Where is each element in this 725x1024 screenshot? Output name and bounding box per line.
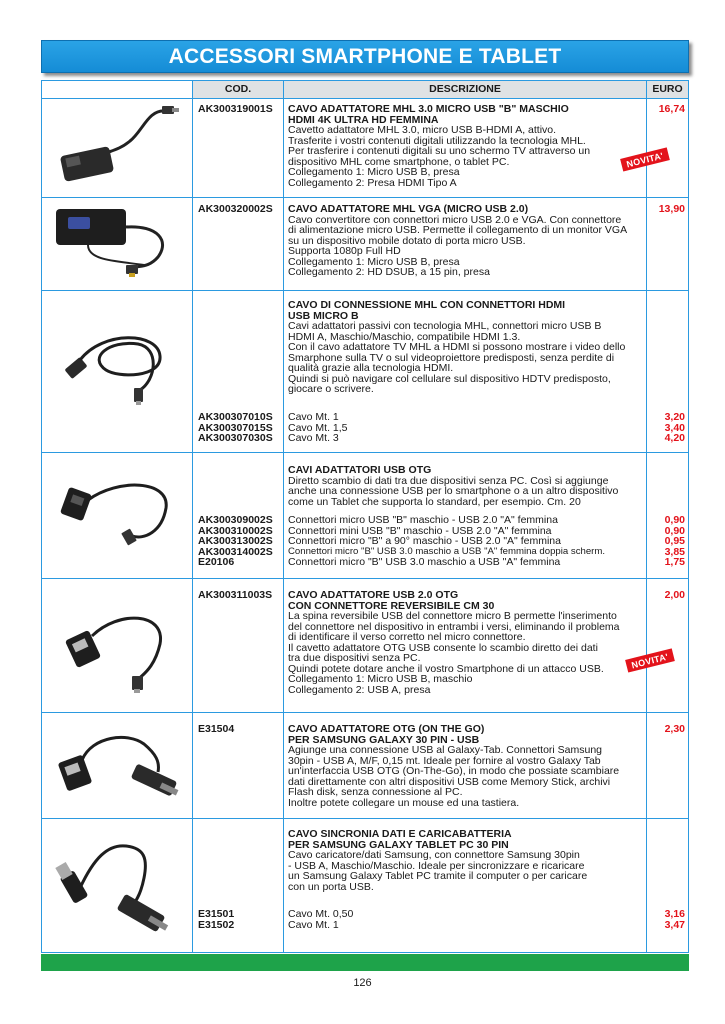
product-title: CAVO DI CONNESSIONE MHL CON CONNETTORI HDMI — [288, 299, 566, 311]
product-price: 0,90 — [664, 514, 685, 526]
product-price-list — [645, 515, 685, 568]
product-text: Diretto scambio di dati tra due dispositivi senza PC. Così si aggiunge — [288, 474, 609, 487]
row-divider — [41, 98, 689, 99]
footer-bar — [41, 954, 689, 971]
product-code-list — [198, 412, 286, 444]
page-number: 126 — [353, 977, 372, 989]
product-code: E31502 — [198, 918, 235, 931]
product-title: CAVO ADATTATORE OTG (ON THE GO) — [288, 723, 485, 735]
product-description — [288, 465, 643, 507]
product-code-list — [198, 909, 286, 930]
product-price: 2,00 — [664, 589, 685, 601]
new-badge: NOVITA' — [620, 147, 669, 171]
product-code: AK300309002S — [198, 514, 273, 526]
row-divider — [41, 197, 689, 198]
product-code: AK300307015S — [198, 421, 273, 434]
product-text: Flash disk, senza connessione al PC. — [288, 786, 463, 798]
product-price: 3,85 — [664, 545, 685, 558]
product-text: Per trasferire i contenuti digitali su uno schermo TV attraverso un — [288, 145, 591, 157]
product-code: AK300307010S — [198, 411, 273, 423]
product-text: Cavi adattatori passivi con tecnologia MHL, connettori micro USB B — [288, 320, 602, 332]
product-image-mhl-hdmi-adapter — [48, 103, 184, 191]
product-description — [288, 204, 643, 278]
product-price: 1,75 — [664, 556, 685, 568]
product-text: Cavo convertitore con connettori micro USB 2.0 e VGA. Con connettore — [288, 213, 622, 226]
header-price: EURO — [647, 81, 688, 98]
product-price: 16,74 — [658, 103, 685, 115]
product-variants — [288, 412, 643, 444]
product-text: Inoltre potete collegare un mouse ed una tastiera. — [288, 796, 520, 809]
variant-label: Connettori mini USB "B" maschio - USB 2.0 "A" femmina — [288, 524, 552, 537]
product-code: AK300307030S — [198, 432, 273, 444]
product-image-mhl-hdmi-cable — [48, 300, 184, 444]
variant-label: Cavo Mt. 0,50 — [288, 908, 354, 920]
product-text: Trasferite i vostri contenuti digitali utilizzando la tecnologia MHL. — [288, 134, 586, 147]
product-code: AK300310002S — [198, 524, 273, 537]
product-title: CAVO ADATTATORE MHL 3.0 MICRO USB "B" MASCHIO — [288, 103, 569, 115]
product-price: 3,47 — [664, 918, 685, 931]
product-text: di alimentazione micro USB. Permette il collegamento di un monitor VGA — [288, 224, 628, 236]
variant-label: Connettori micro "B" a 90° maschio - USB 2.0 "A" femmina — [288, 535, 561, 547]
product-title: CAVO ADATTATORE USB 2.0 OTG — [288, 589, 459, 601]
product-description — [288, 300, 643, 395]
row-divider — [41, 290, 689, 291]
row-divider — [41, 712, 689, 713]
product-title: CAVI ADATTATORI USB OTG — [288, 464, 432, 476]
product-price-list — [645, 909, 685, 930]
product-text: Quindi si può navigare col cellulare sul dispositivo HDTV predisposto, — [288, 372, 611, 385]
product-image-usb-otg-cables — [48, 460, 184, 572]
product-text: un Samsung Galaxy Tablet PC tramite il computer o per caricare — [288, 870, 588, 882]
product-image-mhl-vga-adapter — [48, 201, 184, 285]
product-text: tra due dispositivi senza PC. — [288, 652, 421, 664]
product-text: Quindi potete dotare anche il vostro Smartphone di un attacco USB. — [288, 662, 604, 675]
row-divider — [41, 452, 689, 453]
product-text: La spina reversibile USB del connettore micro B permette l'inserimento — [288, 610, 617, 622]
product-price: 3,16 — [664, 908, 685, 920]
product-text: dati direttamente con altri dispositivi USB come Memory Stick, archivi — [288, 775, 611, 788]
row-divider — [41, 818, 689, 819]
page-title: ACCESSORI SMARTPHONE E TABLET — [41, 40, 689, 73]
product-code: AK300313002S — [198, 535, 273, 547]
new-badge: NOVITA' — [625, 648, 674, 672]
product-code: E31501 — [198, 908, 235, 920]
product-text: Con il cavo adattatore TV MHL a HDMI si possono mostrare i video dello — [288, 341, 626, 353]
product-text: Collegamento 1: Micro USB B, maschio — [288, 673, 473, 685]
product-title: CAVO ADATTATORE MHL VGA (MICRO USB 2.0) — [288, 203, 529, 215]
variant-label: Cavo Mt. 1 — [288, 411, 339, 423]
product-text: HDMI A, Maschio/Maschio, compatibile HDMI 1.3. — [288, 330, 521, 343]
product-code: E31504 — [198, 723, 235, 735]
product-title: PER SAMSUNG GALAXY 30 PIN - USB — [288, 733, 480, 746]
product-text: Collegamento 2: HD DSUB, a 15 pin, presa — [288, 266, 490, 278]
header-description: DESCRIZIONE — [284, 81, 646, 98]
product-image-samsung-otg-adapter — [48, 718, 184, 812]
product-text: Collegamento 2: USB A, presa — [288, 683, 431, 696]
product-text: - USB A, Maschio/Maschio. Ideale per sincronizzare e ricaricare — [288, 859, 585, 872]
product-text: su un dispositivo mobile dotato di porta micro USB. — [288, 234, 526, 247]
product-price: 3,40 — [664, 421, 685, 434]
product-text: come un Tablet che supporta lo standard, per esempio. Cm. 20 — [288, 495, 581, 508]
product-title: HDMI 4K ULTRA HD FEMMINA — [288, 113, 439, 126]
product-title: PER SAMSUNG GALAXY TABLET PC 30 PIN — [288, 838, 509, 851]
product-text: Collegamento 1: Micro USB B, presa — [288, 255, 460, 268]
product-text: anche una connessione USB per lo smartphone o a un altro dispositivo — [288, 485, 619, 497]
product-code: AK300320002S — [198, 203, 273, 215]
product-description — [288, 590, 643, 695]
product-code-list — [198, 515, 286, 568]
variant-label: Connettori micro "B" USB 3.0 maschio a USB "A" femmina — [288, 556, 561, 568]
product-title: CAVO SINCRONIA DATI E CARICABATTERIA — [288, 828, 512, 840]
product-text: con un porta USB. — [288, 880, 374, 893]
product-title: CON CONNETTORE REVERSIBILE CM 30 — [288, 599, 495, 612]
product-variants — [288, 909, 643, 930]
product-text: Collegamento 2: Presa HDMI Tipo A — [288, 176, 457, 189]
variant-label: Cavo Mt. 3 — [288, 432, 339, 444]
product-price-list — [645, 412, 685, 444]
product-price: 13,90 — [658, 203, 685, 215]
product-title: USB MICRO B — [288, 309, 359, 322]
product-variants — [288, 515, 643, 568]
product-text: 30pin - USB A, M/F, 0,15 mt. Ideale per fornire al vostro Galaxy Tab — [288, 754, 601, 767]
product-text: Supporta 1080p Full HD — [288, 245, 401, 257]
variant-label: Cavo Mt. 1 — [288, 918, 339, 931]
product-text: Agiunge una connessione USB al Galaxy-Tab. Connettori Samsung — [288, 744, 603, 756]
product-text: giocare o scrivere. — [288, 383, 374, 395]
variant-label: Connettori micro "B" USB 3.0 maschio a USB "A" femmina doppia scherm. — [288, 545, 606, 557]
product-price: 0,95 — [664, 535, 685, 547]
product-code: AK300311003S — [198, 589, 273, 601]
product-description — [288, 829, 643, 892]
column-divider — [192, 80, 193, 953]
product-text: Il cavetto adattatore OTG USB consente lo scambio diretto dei dati — [288, 641, 598, 654]
product-text: del connettore nel dispositivo in entrambi i versi, eliminando il problema — [288, 620, 620, 633]
product-text: Cavetto adattatore MHL 3.0, micro USB B-HDMI A, attivo. — [288, 124, 557, 136]
product-code: AK300319001S — [198, 103, 273, 115]
product-text: Cavo caricatore/dati Samsung, con connettore Samsung 30pin — [288, 849, 580, 861]
row-divider — [41, 578, 689, 579]
product-price: 4,20 — [664, 432, 685, 444]
product-image-samsung-sync-cable — [48, 828, 184, 946]
product-code: E20106 — [198, 556, 235, 568]
product-description — [288, 104, 643, 188]
product-text: Collegamento 1: Micro USB B, presa — [288, 166, 460, 178]
product-price: 0,90 — [664, 524, 685, 537]
variant-label: Cavo Mt. 1,5 — [288, 421, 348, 434]
product-image-usb-otg-reversible — [48, 584, 184, 706]
product-code: AK300314002S — [198, 545, 273, 558]
product-text: un'interfaccia USB OTG (On-The-Go), in modo che possiate scambiare — [288, 765, 620, 777]
header-code: COD. — [193, 81, 283, 98]
product-text: Smarphone sulla TV o sul videoproiettore predisposti, senza perdite di — [288, 351, 615, 364]
product-price: 2,30 — [664, 723, 685, 735]
product-price: 3,20 — [664, 411, 685, 423]
product-description — [288, 724, 643, 808]
product-text: dispositivo MHL come smartphone, o tablet PC. — [288, 155, 510, 168]
product-text: qualità grazie alla tecnologia HDMI. — [288, 362, 454, 374]
variant-label: Connettori micro USB "B" maschio - USB 2.0 "A" femmina — [288, 514, 558, 526]
product-text: di identificare il verso corretto nel micro connettore. — [288, 631, 526, 643]
